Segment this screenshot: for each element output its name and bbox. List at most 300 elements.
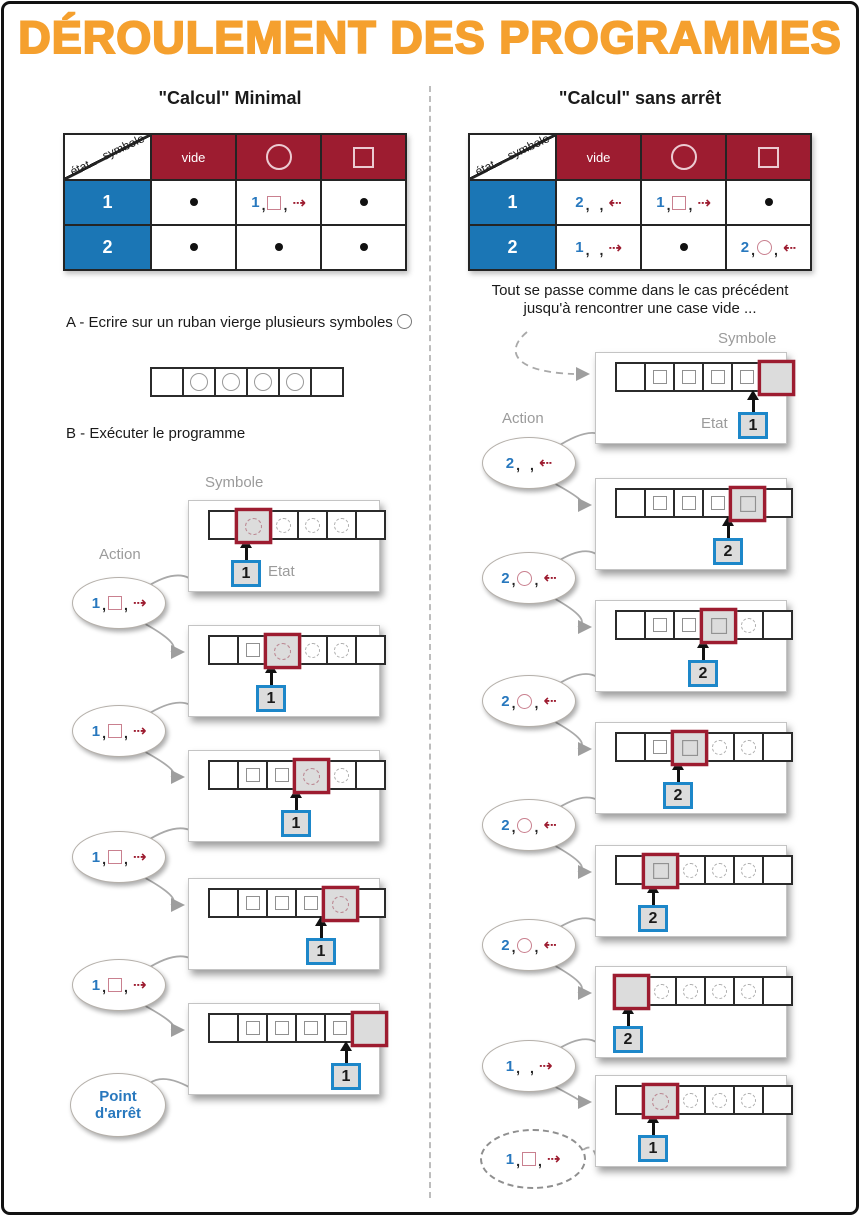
tape-head-cell <box>264 633 302 669</box>
dashed-arrow-right-icon: ⇢ <box>697 194 711 212</box>
circle-symbol-icon <box>741 1093 756 1108</box>
circle-symbol-icon <box>712 1093 727 1108</box>
tape-cell <box>673 362 704 392</box>
action-state-number: 2 <box>575 194 584 211</box>
tape-cell <box>355 635 386 665</box>
square-symbol-icon <box>246 643 260 657</box>
tape <box>615 1085 793 1117</box>
comma: , <box>534 819 539 835</box>
square-symbol-icon <box>522 1152 536 1166</box>
comma: , <box>123 725 128 741</box>
circle-symbol-icon <box>712 863 727 878</box>
dashed-arrow-right-icon: ⇢ <box>132 849 147 866</box>
right-note-line1: Tout se passe comme dans le cas précédent <box>491 282 789 299</box>
action-label-left: Action <box>99 546 141 563</box>
circle-symbol-icon <box>517 818 532 833</box>
tape-cell <box>237 1013 268 1043</box>
square-symbol-icon <box>108 596 122 610</box>
dashed-arrow-left-icon: ⇠ <box>543 817 557 834</box>
square-symbol-icon <box>267 196 281 210</box>
program-table <box>63 133 407 271</box>
circle-symbol-icon <box>517 694 532 709</box>
square-symbol-icon <box>758 147 779 168</box>
tape-cell <box>675 855 706 885</box>
action-sequence <box>501 815 557 835</box>
action-sequence <box>656 193 711 213</box>
circle-symbol-icon <box>254 373 272 391</box>
action-state-number: 2 <box>501 816 510 834</box>
action-sequence <box>501 568 557 588</box>
square-symbol-icon <box>353 147 374 168</box>
tape-cell <box>326 760 357 790</box>
action-sequence <box>92 975 147 995</box>
action-state-number: 2 <box>740 239 750 256</box>
dashed-arrow-left-icon: ⇠ <box>538 455 553 472</box>
tape <box>208 635 386 667</box>
circle-symbol-icon <box>517 938 532 953</box>
row-state-cell: 2 <box>469 225 556 270</box>
tape-cell <box>615 362 646 392</box>
square-symbol-icon <box>682 370 696 384</box>
row-state-cell: 1 <box>64 180 151 225</box>
circle-symbol-icon <box>683 984 698 999</box>
circle-symbol-icon <box>517 571 532 586</box>
halt-bubble <box>70 1073 166 1137</box>
tape-cell <box>733 610 764 640</box>
table-corner-cell <box>64 131 151 180</box>
column-header-square <box>726 134 811 180</box>
tape <box>615 488 793 520</box>
tape-cell <box>675 976 706 1006</box>
initial-tape-cell <box>246 367 280 397</box>
comma: , <box>534 939 539 955</box>
square-symbol-icon <box>653 496 667 510</box>
tape-cell <box>615 732 646 762</box>
square-symbol-icon <box>653 370 667 384</box>
circle-symbol-icon <box>305 643 320 658</box>
tape-cell <box>326 635 357 665</box>
tape-cell <box>355 888 386 918</box>
square-symbol-icon <box>711 496 725 510</box>
action-cell <box>726 225 811 270</box>
square-symbol-icon <box>246 768 260 782</box>
black-dot-icon <box>190 198 198 206</box>
tape-cell <box>208 888 239 918</box>
action-label-right: Action <box>502 410 544 427</box>
square-symbol-icon <box>682 618 696 632</box>
program-table-minimal <box>63 133 407 271</box>
tape-cell <box>237 888 268 918</box>
tape-cell <box>733 1085 764 1115</box>
circle-symbol-icon <box>334 768 349 783</box>
action-sequence <box>575 238 622 258</box>
table-row <box>64 225 406 270</box>
square-symbol-icon <box>740 496 756 512</box>
circle-symbol-icon <box>286 373 304 391</box>
comma: , <box>102 597 106 613</box>
action-sequence <box>92 847 147 867</box>
square-symbol-icon <box>275 896 289 910</box>
circle-symbol-icon <box>757 240 772 255</box>
tape-cell <box>675 1085 706 1115</box>
state-box: 1 <box>256 685 286 712</box>
tape-head-cell <box>671 730 709 766</box>
tape-cell <box>237 760 268 790</box>
tape <box>615 976 793 1008</box>
comma: , <box>666 196 671 213</box>
tape-cell <box>297 510 328 540</box>
initial-tape-cell <box>214 367 248 397</box>
circle-symbol-icon <box>652 1092 669 1109</box>
initial-tape-cell <box>150 367 184 397</box>
corner-symbole-label: symbole <box>505 131 552 163</box>
halt-text: Point d'arrêt <box>94 1087 142 1122</box>
tape-cell <box>762 732 793 762</box>
action-state-number: 1 <box>91 722 101 740</box>
action-state-number: 1 <box>91 594 101 612</box>
circle-symbol-icon <box>303 767 320 784</box>
comma: , <box>599 196 604 213</box>
column-header-vide: vide <box>151 134 236 180</box>
tape-panel <box>595 722 787 814</box>
right-note-line2: jusqu'à rencontrer une case vide ... <box>523 300 757 317</box>
black-dot-icon <box>360 198 368 206</box>
dashed-arrow-left-icon: ⇠ <box>782 239 797 257</box>
state-box: 2 <box>613 1026 643 1053</box>
tape-panel <box>188 750 380 842</box>
comma: , <box>516 1060 520 1076</box>
circle-symbol-icon <box>245 517 262 534</box>
tape-cell <box>704 976 735 1006</box>
comma: , <box>773 241 778 258</box>
tape-head-cell <box>322 886 360 922</box>
action-bubble <box>482 675 576 727</box>
left-column-subtitle: "Calcul" Minimal <box>158 88 302 108</box>
square-symbol-icon <box>108 850 122 864</box>
action-state-number: 1 <box>91 848 101 866</box>
tape <box>208 1013 386 1045</box>
action-state-number: 1 <box>505 1057 515 1075</box>
tape <box>615 362 793 394</box>
tape-head-cell <box>642 853 680 889</box>
action-bubble <box>482 799 576 851</box>
action-state-number: 2 <box>505 454 515 472</box>
dashed-arrow-right-icon: ⇢ <box>132 977 147 994</box>
circle-symbol-icon <box>190 373 208 391</box>
action-bubble <box>482 552 576 604</box>
tape-cell <box>644 610 675 640</box>
circle-symbol-icon <box>334 643 349 658</box>
action-state-number: 1 <box>91 976 101 994</box>
square-symbol-icon <box>653 740 667 754</box>
action-bubble <box>72 577 166 629</box>
circle-symbol-icon <box>266 144 292 170</box>
state-box: 1 <box>231 560 261 587</box>
tape-panel <box>188 625 380 717</box>
black-dot-icon <box>765 198 773 206</box>
tape-head-cell <box>293 758 331 794</box>
no-action-cell <box>151 225 236 270</box>
action-sequence <box>501 691 557 711</box>
circle-symbol-icon <box>741 618 756 633</box>
black-dot-icon <box>360 243 368 251</box>
step-b-text: B - Exécuter le programme <box>66 425 246 442</box>
tape-cell <box>266 888 297 918</box>
dashed-arrow-left-icon: ⇠ <box>543 570 557 587</box>
circle-symbol-icon <box>276 518 291 533</box>
tape-cell <box>762 610 793 640</box>
no-action-cell <box>236 225 321 270</box>
circle-symbol-icon <box>305 518 320 533</box>
tape-head-cell <box>235 508 273 544</box>
dashed-arrow-right-icon: ⇢ <box>538 1058 553 1075</box>
square-symbol-icon <box>304 896 318 910</box>
tape-head-cell <box>729 486 767 522</box>
tape-panel <box>188 878 380 970</box>
tape-cell <box>355 760 386 790</box>
square-symbol-icon <box>304 1021 318 1035</box>
page-title: DÉROULEMENT DES PROGRAMMES <box>18 12 842 63</box>
dashed-arrow-right-icon: ⇢ <box>132 595 147 612</box>
square-symbol-icon <box>275 768 289 782</box>
tape-cell <box>297 635 328 665</box>
action-bubble <box>482 437 576 489</box>
tape-cell <box>208 635 239 665</box>
tape-head-cell <box>642 1083 680 1119</box>
tape-cell <box>704 732 735 762</box>
action-state-number: 1 <box>505 1150 515 1168</box>
circle-symbol-icon <box>222 373 240 391</box>
tape-panel <box>188 1003 380 1095</box>
comma: , <box>511 572 516 588</box>
square-symbol-icon <box>108 978 122 992</box>
comma: , <box>751 241 755 258</box>
no-action-cell <box>321 225 406 270</box>
comma: , <box>123 597 128 613</box>
initial-tape-cell <box>310 367 344 397</box>
comma: , <box>123 851 128 867</box>
dashed-arrow-right-icon: ⇢ <box>292 194 306 212</box>
square-symbol-icon <box>682 740 698 756</box>
loop-action-bubble <box>480 1129 586 1189</box>
black-dot-icon <box>190 243 198 251</box>
tape-cell <box>326 510 357 540</box>
tape-cell <box>733 732 764 762</box>
initial-tape <box>150 367 344 397</box>
corner-etat-label: état <box>67 157 93 179</box>
square-symbol-icon <box>246 1021 260 1035</box>
column-header-circle <box>641 134 726 180</box>
action-sequence <box>501 935 557 955</box>
circle-symbol-icon <box>334 518 349 533</box>
tape-cell <box>644 362 675 392</box>
circle-symbol-icon <box>741 863 756 878</box>
black-dot-icon <box>275 243 283 251</box>
action-state-number: 1 <box>251 194 260 211</box>
comma: , <box>102 725 106 741</box>
tape <box>615 855 793 887</box>
row-state-cell: 2 <box>64 225 151 270</box>
tape-panel <box>595 845 787 937</box>
tape-panel <box>188 500 380 592</box>
tape-head-cell <box>758 360 796 396</box>
tape-cell <box>208 760 239 790</box>
tape-cell <box>762 976 793 1006</box>
comma: , <box>283 196 288 213</box>
action-sequence <box>741 238 797 258</box>
circle-symbol-icon <box>741 984 756 999</box>
comma: , <box>516 457 520 473</box>
tape <box>208 510 386 542</box>
circle-symbol-icon <box>741 740 756 755</box>
tape-cell <box>268 510 299 540</box>
square-symbol-icon <box>246 896 260 910</box>
tape <box>615 610 793 642</box>
action-cell <box>236 180 321 225</box>
action-state-number: 1 <box>575 239 584 256</box>
program-table <box>468 133 812 271</box>
no-action-cell <box>641 225 726 270</box>
square-symbol-icon <box>275 1021 289 1035</box>
square-symbol-icon <box>672 196 686 210</box>
tape <box>208 888 386 920</box>
state-box: 1 <box>738 412 768 439</box>
dashed-arrow-right-icon: ⇢ <box>608 239 622 257</box>
square-symbol-icon <box>682 496 696 510</box>
tape-panel <box>595 1075 787 1167</box>
comma: , <box>261 196 266 213</box>
action-sequence <box>506 1149 561 1169</box>
dashed-arrow-right-icon: ⇢ <box>546 1151 561 1168</box>
right-column-subtitle: "Calcul" sans arrêt <box>558 88 722 108</box>
action-sequence <box>575 193 622 213</box>
state-box: 1 <box>281 810 311 837</box>
column-header-circle <box>236 134 321 180</box>
symbole-label-left: Symbole <box>205 474 264 491</box>
dashed-arrow-right-icon: ⇢ <box>132 723 147 740</box>
dashed-arrow-left-icon: ⇠ <box>543 693 557 710</box>
comma: , <box>599 241 604 258</box>
tape-cell <box>355 510 386 540</box>
comma: , <box>516 1153 520 1169</box>
comma: , <box>529 1060 534 1076</box>
action-state-number: 2 <box>501 569 510 587</box>
tape-cell <box>762 855 793 885</box>
tape-cell <box>646 976 677 1006</box>
action-sequence <box>92 593 147 613</box>
comma: , <box>102 851 106 867</box>
comma: , <box>688 196 693 213</box>
comma: , <box>511 695 516 711</box>
state-box: 2 <box>713 538 743 565</box>
square-symbol-icon <box>711 370 725 384</box>
symbole-label-right: Symbole <box>718 330 777 347</box>
tape-head-cell <box>351 1011 389 1047</box>
tape-cell <box>733 976 764 1006</box>
column-divider <box>429 86 431 1198</box>
action-sequence <box>92 721 147 741</box>
table-row <box>469 180 811 225</box>
circle-symbol-icon <box>683 1093 698 1108</box>
circle-symbol-icon <box>332 895 349 912</box>
no-action-cell <box>151 180 236 225</box>
square-symbol-icon <box>653 863 669 879</box>
step-a-text <box>66 314 412 331</box>
corner-symbole-label: symbole <box>100 131 147 163</box>
comma: , <box>529 457 534 473</box>
action-bubble <box>72 959 166 1011</box>
table-row <box>64 180 406 225</box>
action-sequence <box>506 453 553 473</box>
dashed-arrow-left-icon: ⇠ <box>608 194 622 212</box>
tape-panel <box>595 352 787 444</box>
circle-symbol-icon <box>274 642 291 659</box>
comma: , <box>585 196 590 213</box>
action-bubble <box>72 831 166 883</box>
tape-panel <box>595 600 787 692</box>
table-corner-cell <box>469 131 556 180</box>
action-bubble <box>482 919 576 971</box>
square-symbol-icon <box>333 1021 347 1035</box>
dashed-arrow-left-icon: ⇠ <box>543 937 557 954</box>
square-symbol-icon <box>653 618 667 632</box>
comma: , <box>585 241 590 258</box>
state-box: 2 <box>663 782 693 809</box>
tape-cell <box>762 1085 793 1115</box>
tape-panel <box>595 966 787 1058</box>
tape-cell <box>615 488 646 518</box>
square-symbol-icon <box>740 370 754 384</box>
state-box: 2 <box>638 905 668 932</box>
circle-symbol-icon <box>712 984 727 999</box>
tape-cell <box>673 488 704 518</box>
tape-cell <box>733 855 764 885</box>
tape-head-cell <box>613 974 651 1010</box>
tape-cell <box>208 1013 239 1043</box>
table-row <box>469 225 811 270</box>
tape-cell <box>704 1085 735 1115</box>
tape-panel <box>595 478 787 570</box>
row-state-cell: 1 <box>469 180 556 225</box>
etat-label: Etat <box>268 563 295 580</box>
action-state-number: 2 <box>501 692 510 710</box>
action-state-number: 2 <box>501 936 510 954</box>
action-sequence <box>251 193 306 213</box>
comma: , <box>534 572 539 588</box>
etat-label: Etat <box>701 415 728 432</box>
action-state-number: 1 <box>656 194 665 211</box>
circle-symbol-icon <box>683 863 698 878</box>
no-action-cell <box>726 180 811 225</box>
tape <box>208 760 386 792</box>
action-cell <box>641 180 726 225</box>
step-a-label: A - Ecrire sur un ruban vierge plusieurs symboles <box>66 314 393 331</box>
program-table-sans-arret <box>468 133 812 271</box>
initial-tape-cell <box>182 367 216 397</box>
action-bubble <box>482 1040 576 1092</box>
comma: , <box>537 1153 542 1169</box>
initial-tape-cell <box>278 367 312 397</box>
tape-cell <box>704 855 735 885</box>
comma: , <box>123 979 128 995</box>
comma: , <box>511 939 516 955</box>
action-sequence <box>506 1056 553 1076</box>
circle-symbol-icon <box>712 740 727 755</box>
tape <box>615 732 793 764</box>
comma: , <box>102 979 106 995</box>
tape-cell <box>762 488 793 518</box>
comma: , <box>511 819 516 835</box>
